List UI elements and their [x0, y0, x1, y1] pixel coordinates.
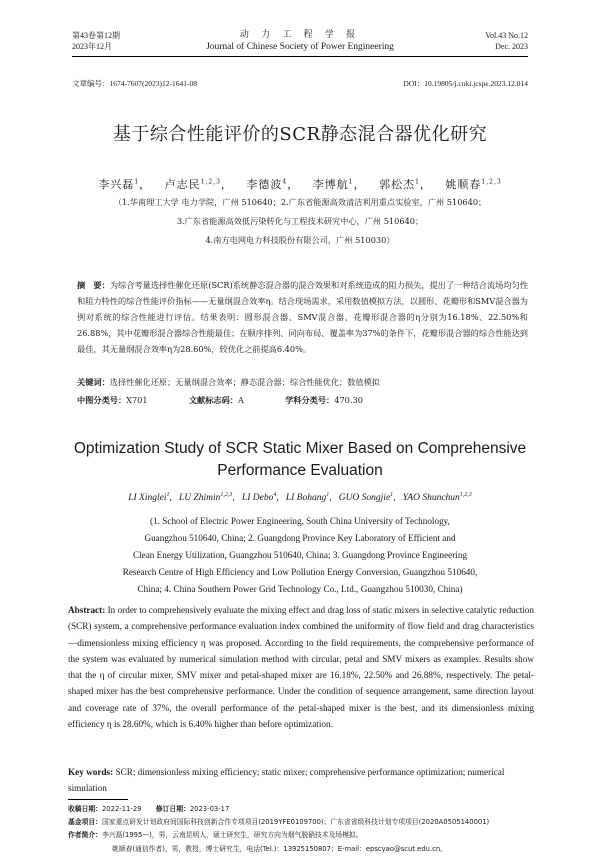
header-right: [485, 30, 528, 52]
author-cn: 卢志民$^{1,2,3}$: [164, 178, 221, 191]
keywords-en-label: Key words:: [68, 767, 114, 777]
doi: DOI：10.19805/j.cnki.jcspe.2023.12.014: [403, 79, 528, 88]
doc-code-value: A: [237, 395, 244, 405]
keywords-cn-text: 选择性催化还原；无量纲混合效率；静态混合器；综合性能优化；数值模拟: [109, 377, 380, 387]
affiliation-en-line: Clean Energy Utilization, Guangzhou 510640, China; 3. Guangdong Province Engineering: [132, 550, 468, 560]
journal-name-en: Journal of Chinese Society of Power Engineering: [206, 42, 394, 52]
author-en: GUO Songjie$^1$: [338, 492, 394, 504]
abstract-cn-text: 为综合考量选择性催化还原(SCR)系统静态混合器的混合效果和对系统造成的阻力损失，提出了一种结合流场均匀性和阻力特性的综合性能评价指标——无量纲混合效率η。结合现场需求，采用数值模拟方法，以圆形、花瓣形和SMV混合器为例对系统的综合性能进行评估。结果表明：圆形混合器、SMV混合器、花瓣形混合器的η分别为16.18%、22.50%和26.88%，其中花瓣形混合器综合性能最佳；在顺序排列、同向布局、覆盖率为37%的条件下，花瓣形混合器的综合性能达到最佳，其无量纲混合效率η为28.60%，较优化之前提高6.40%。: [77, 280, 528, 354]
revised-label: 修订日期：: [155, 805, 190, 813]
fund-text: 国家重点研发计划政府间国际科技创新合作专项项目(2019YFE0109700)；广东省省级科技计划专项项目(2020A0505140001): [101, 818, 490, 826]
title-cn: 基于综合性能评价的SCR静态混合器优化研究: [112, 124, 488, 145]
title-en: [0, 438, 600, 482]
classification-cn: [77, 395, 528, 406]
clc-label: 中图分类号：: [77, 395, 127, 405]
affiliation-cn-line: 4.南方电网电力科技股份有限公司，广州 510030）: [205, 235, 395, 245]
abstract-en-text: In order to comprehensively evaluate the mixing effect and drag loss of static mixers in selective catalytic reduction (SCR) system, a comprehensive performance evaluation index combined the uniformity of flow field and drag characteristics—dimensionless mixing efficiency η was proposed. According to the field requirements, the comprehensive performance of the system was evaluated by numerical simulation method with circular, petal and SMV mixers as examples. Results show that the η of circular mixer, SMV mixer and petal-shaped mixer are 16.18%, 22.50% and 26.88%, respectively. The petal-shaped mixer has the best comprehensive performance. Under the condition of sequence arrangement, same direction layout and coverage rate of 37%, the overall performance of the petal-shaped mixer is the best, and its dimensionless mixing efficiency η is 28.60%, which is 6.40% higher than before optimization.: [68, 605, 534, 730]
authors-cn: 李兴磊$^1$， 卢志民$^{1,2,3}$， 李德波$^4$， 李博航$^1$， 郭松杰$^1$， 姚顺春$^{1,2,3}$: [98, 178, 502, 191]
author-cn: 李德波$^4$: [246, 178, 288, 191]
footnote-divider: [68, 799, 128, 800]
subject-value: 470.30: [334, 395, 363, 405]
journal-name-cn: 动 力 工 程 学 报: [239, 29, 361, 39]
author-en: LU Zhimin$^{1,2,3}$: [178, 492, 233, 504]
author-cn: 李博航$^1$: [312, 178, 354, 191]
article-number: 文章编号：1674-7607(2023)12-1641-08: [72, 79, 197, 88]
keywords-cn-label: 关键词：: [77, 377, 110, 387]
abstract-en: [68, 602, 534, 732]
footnote-corresponding: 姚顺春(通信作者)，男，教授，博士研究生，电话(Tel.)：13925150807；E-mail：epscyao@scut.edu.cn。: [112, 845, 447, 853]
keywords-en-text: SCR; dimensionless mixing efficiency; static mixer; comprehensive performance optimization; numerical simulation: [68, 767, 505, 794]
subject-label: 学科分类号：: [285, 395, 335, 405]
bio-label: 作者简介：: [68, 831, 102, 839]
author-cn: 郭松杰$^1$: [379, 178, 420, 191]
volume-issue: 第43卷第12期: [72, 31, 120, 40]
journal-header: [72, 28, 528, 57]
author-cn: 姚顺春$^{1,2,3}$: [445, 178, 502, 191]
header-center: [72, 28, 528, 54]
bio-text: 李兴磊(1995—)，男，云南昆明人，硕士研究生，研究方向为烟气脱硝技术及场模拟。: [101, 831, 363, 839]
author-en: YAO Shunchun$^{1,2,3}$: [402, 492, 472, 504]
affiliation-en-line: (1. School of Electric Power Engineering, South China University of Technology,: [150, 516, 450, 526]
affiliation-en-line: Guangzhou 510640, China; 2. Guangdong Province Key Laboratory of Efficient and: [144, 533, 456, 543]
title-en-line: Optimization Study of SCR Static Mixer Based on Comprehensive: [73, 440, 527, 457]
author-cn: 李兴磊$^1$: [98, 178, 140, 191]
abstract-en-label: Abstract:: [68, 605, 106, 615]
footnote-dates: [68, 803, 538, 817]
authors-en: LI Xinglei$^1$, LU Zhimin$^{1,2,3}$, LI Debo$^4$, LI Bohang$^1$, GUO Songjie$^1$, YAO Shunchun$^{1,2,3}$: [128, 492, 472, 504]
footnote-fund: [68, 816, 538, 830]
received-label: 收稿日期：: [68, 805, 102, 813]
author-en: LI Xinglei$^1$: [128, 492, 170, 504]
doc-code-label: 文献标志码：: [188, 395, 238, 405]
affiliation-en-line: Research Centre of High Efficiency and Low Pollution Energy Conversion, Guangzhou 510640,: [122, 567, 478, 577]
affiliation-cn-line: 3.广东省能源高效低污染转化与工程技术研究中心，广州 510640；: [176, 216, 424, 226]
article-meta: [72, 78, 528, 89]
affiliation-cn-line: （1.华南理工大学 电力学院，广州 510640；2.广东省能源高效清洁利用重点实验室，广州 510640；: [113, 197, 487, 207]
affiliation-en-line: China; 4. China Southern Power Grid Technology Co., Ltd., Guangzhou 510030, China): [137, 584, 463, 594]
issue-date: 2023年12月: [72, 42, 112, 51]
abstract-cn-label: 摘 要：: [77, 280, 110, 290]
keywords-cn: [77, 377, 528, 388]
fund-label: 基金项目：: [68, 818, 102, 826]
keywords-en: [68, 764, 534, 797]
revised-date: 2023-03-17: [189, 805, 230, 813]
volume-issue-en: Vol.43 No.12: [485, 31, 528, 40]
title-en-line: Performance Evaluation: [217, 462, 383, 479]
received-date: 2022-11-29: [101, 805, 142, 813]
author-en: LI Debo$^4$: [241, 492, 277, 504]
footnote-bio: [68, 829, 538, 843]
abstract-cn: [77, 277, 528, 357]
clc-value: X701: [126, 395, 148, 405]
issue-date-en: Dec. 2023: [495, 42, 528, 51]
author-en: LI Bohang$^1$: [285, 492, 330, 504]
